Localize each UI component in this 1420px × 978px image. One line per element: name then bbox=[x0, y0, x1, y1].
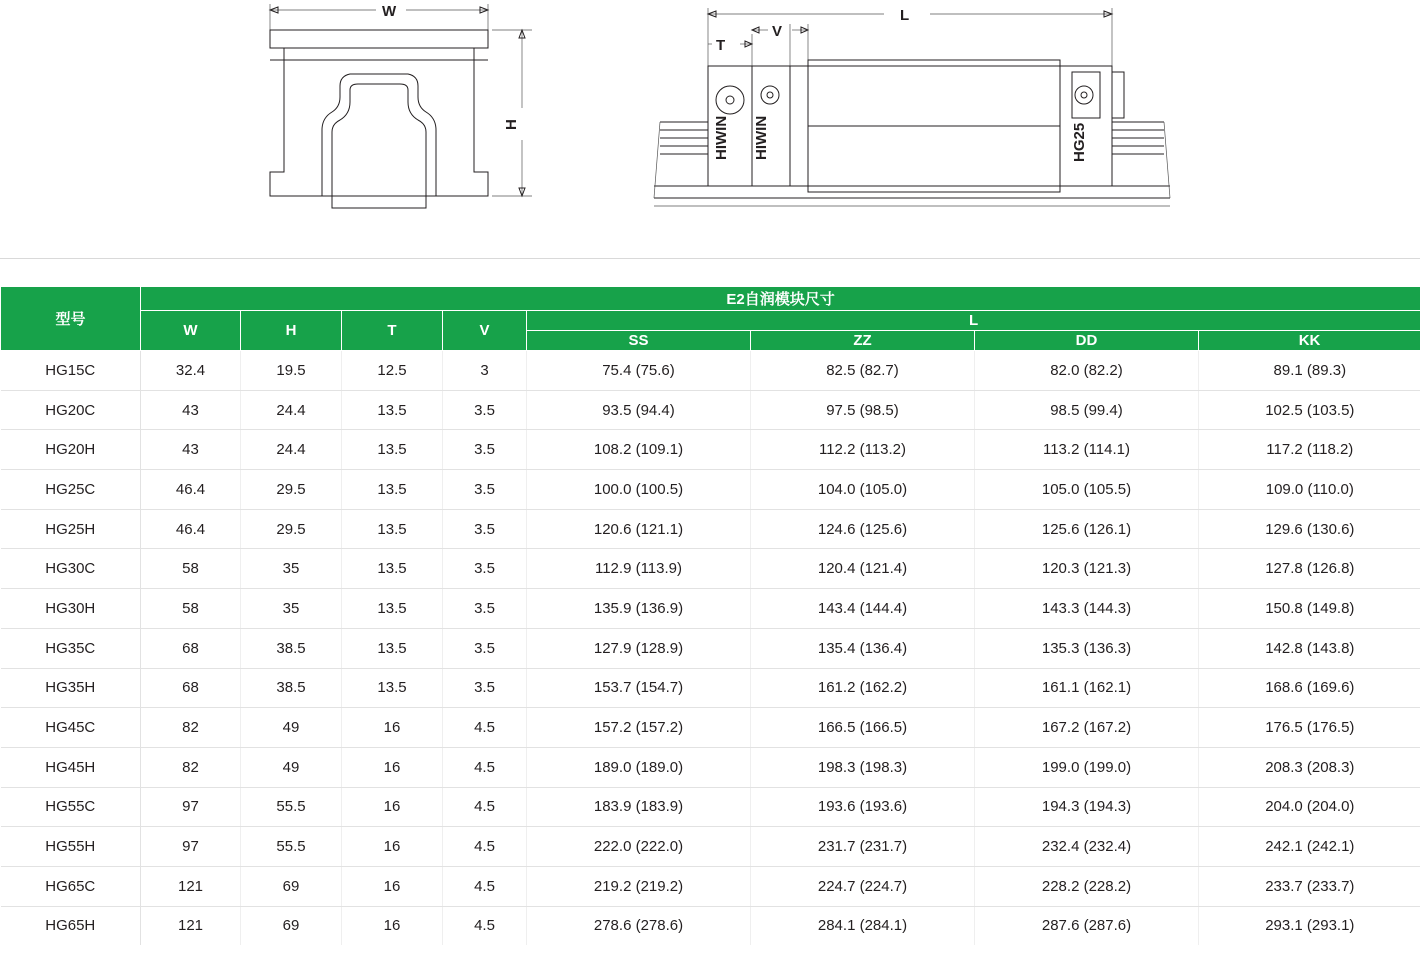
cell-model: HG45C bbox=[1, 708, 141, 748]
cell-kk: 150.8 (149.8) bbox=[1199, 589, 1420, 629]
table-body bbox=[1, 351, 1420, 946]
cell-t: 16 bbox=[342, 708, 443, 748]
brand-label-2: HIWIN bbox=[753, 115, 770, 160]
cell-zz: 193.6 (193.6) bbox=[751, 787, 975, 827]
drawing-area bbox=[0, 0, 1420, 258]
cell-dd: 228.2 (228.2) bbox=[975, 866, 1199, 906]
cell-ss: 189.0 (189.0) bbox=[527, 747, 751, 787]
cell-zz: 104.0 (105.0) bbox=[751, 470, 975, 510]
cell-v: 3.5 bbox=[443, 628, 527, 668]
cell-v: 3 bbox=[443, 351, 527, 391]
cell-dd: 161.1 (162.1) bbox=[975, 668, 1199, 708]
cell-model: HG35H bbox=[1, 668, 141, 708]
cell-v: 3.5 bbox=[443, 509, 527, 549]
cell-dd: 120.3 (121.3) bbox=[975, 549, 1199, 589]
table-row bbox=[1, 390, 1420, 430]
cell-kk: 168.6 (169.6) bbox=[1199, 668, 1420, 708]
cell-t: 13.5 bbox=[342, 430, 443, 470]
cell-ss: 127.9 (128.9) bbox=[527, 628, 751, 668]
cell-model: HG45H bbox=[1, 747, 141, 787]
cell-t: 13.5 bbox=[342, 628, 443, 668]
cell-w: 32.4 bbox=[141, 351, 241, 391]
table-head-row-2 bbox=[1, 311, 1420, 331]
cell-h: 49 bbox=[241, 747, 342, 787]
cell-h: 29.5 bbox=[241, 509, 342, 549]
cell-ss: 183.9 (183.9) bbox=[527, 787, 751, 827]
cell-h: 29.5 bbox=[241, 470, 342, 510]
cell-model: HG20H bbox=[1, 430, 141, 470]
cell-ss: 75.4 (75.6) bbox=[527, 351, 751, 391]
cell-dd: 232.4 (232.4) bbox=[975, 827, 1199, 867]
cell-w: 82 bbox=[141, 747, 241, 787]
cell-zz: 120.4 (121.4) bbox=[751, 549, 975, 589]
th-t: T bbox=[342, 311, 443, 351]
cell-w: 46.4 bbox=[141, 470, 241, 510]
th-zz: ZZ bbox=[751, 331, 975, 351]
cell-v: 4.5 bbox=[443, 787, 527, 827]
cell-t: 13.5 bbox=[342, 668, 443, 708]
cell-model: HG55H bbox=[1, 827, 141, 867]
cell-h: 19.5 bbox=[241, 351, 342, 391]
cell-w: 121 bbox=[141, 866, 241, 906]
cell-kk: 142.8 (143.8) bbox=[1199, 628, 1420, 668]
cell-w: 68 bbox=[141, 668, 241, 708]
cell-dd: 98.5 (99.4) bbox=[975, 390, 1199, 430]
cell-kk: 109.0 (110.0) bbox=[1199, 470, 1420, 510]
cell-h: 69 bbox=[241, 866, 342, 906]
cell-zz: 284.1 (284.1) bbox=[751, 906, 975, 945]
cell-model: HG15C bbox=[1, 351, 141, 391]
cell-zz: 231.7 (231.7) bbox=[751, 827, 975, 867]
th-dd: DD bbox=[975, 331, 1199, 351]
cell-ss: 112.9 (113.9) bbox=[527, 549, 751, 589]
cell-t: 13.5 bbox=[342, 549, 443, 589]
th-ss: SS bbox=[527, 331, 751, 351]
brand-label-1: HIWIN bbox=[713, 115, 730, 160]
th-w: W bbox=[141, 311, 241, 351]
cell-h: 49 bbox=[241, 708, 342, 748]
cell-w: 82 bbox=[141, 708, 241, 748]
cell-dd: 105.0 (105.5) bbox=[975, 470, 1199, 510]
th-kk: KK bbox=[1199, 331, 1420, 351]
cell-ss: 120.6 (121.1) bbox=[527, 509, 751, 549]
cell-zz: 112.2 (113.2) bbox=[751, 430, 975, 470]
front-view-drawing bbox=[236, 0, 566, 240]
table-row bbox=[1, 351, 1420, 391]
cell-v: 3.5 bbox=[443, 470, 527, 510]
cell-kk: 208.3 (208.3) bbox=[1199, 747, 1420, 787]
table-row bbox=[1, 589, 1420, 629]
cell-w: 97 bbox=[141, 827, 241, 867]
spec-table-container bbox=[0, 286, 1420, 945]
cell-ss: 157.2 (157.2) bbox=[527, 708, 751, 748]
cell-model: HG65H bbox=[1, 906, 141, 945]
cell-model: HG35C bbox=[1, 628, 141, 668]
cell-model: HG55C bbox=[1, 787, 141, 827]
cell-h: 24.4 bbox=[241, 390, 342, 430]
table-row bbox=[1, 708, 1420, 748]
cell-t: 13.5 bbox=[342, 509, 443, 549]
cell-v: 4.5 bbox=[443, 708, 527, 748]
cell-dd: 287.6 (287.6) bbox=[975, 906, 1199, 945]
cell-dd: 194.3 (194.3) bbox=[975, 787, 1199, 827]
cell-kk: 176.5 (176.5) bbox=[1199, 708, 1420, 748]
cell-zz: 198.3 (198.3) bbox=[751, 747, 975, 787]
cell-zz: 166.5 (166.5) bbox=[751, 708, 975, 748]
cell-h: 55.5 bbox=[241, 787, 342, 827]
cell-h: 35 bbox=[241, 549, 342, 589]
cell-t: 16 bbox=[342, 866, 443, 906]
cell-dd: 167.2 (167.2) bbox=[975, 708, 1199, 748]
cell-ss: 278.6 (278.6) bbox=[527, 906, 751, 945]
cell-t: 13.5 bbox=[342, 470, 443, 510]
table-row bbox=[1, 866, 1420, 906]
cell-w: 68 bbox=[141, 628, 241, 668]
th-v: V bbox=[443, 311, 527, 351]
cell-v: 3.5 bbox=[443, 668, 527, 708]
th-l: L bbox=[527, 311, 1420, 331]
cell-w: 97 bbox=[141, 787, 241, 827]
cell-dd: 135.3 (136.3) bbox=[975, 628, 1199, 668]
cell-ss: 135.9 (136.9) bbox=[527, 589, 751, 629]
table-row bbox=[1, 549, 1420, 589]
cell-zz: 82.5 (82.7) bbox=[751, 351, 975, 391]
cell-zz: 135.4 (136.4) bbox=[751, 628, 975, 668]
cell-kk: 117.2 (118.2) bbox=[1199, 430, 1420, 470]
label-l: L bbox=[900, 7, 910, 24]
divider bbox=[0, 258, 1420, 259]
table-row bbox=[1, 747, 1420, 787]
cell-v: 3.5 bbox=[443, 549, 527, 589]
cell-zz: 97.5 (98.5) bbox=[751, 390, 975, 430]
cell-kk: 102.5 (103.5) bbox=[1199, 390, 1420, 430]
cell-model: HG25H bbox=[1, 509, 141, 549]
cell-h: 38.5 bbox=[241, 628, 342, 668]
table-row bbox=[1, 787, 1420, 827]
cell-ss: 93.5 (94.4) bbox=[527, 390, 751, 430]
cell-dd: 143.3 (144.3) bbox=[975, 589, 1199, 629]
cell-t: 16 bbox=[342, 906, 443, 945]
cell-w: 58 bbox=[141, 549, 241, 589]
table-row bbox=[1, 628, 1420, 668]
table-row bbox=[1, 430, 1420, 470]
cell-v: 4.5 bbox=[443, 906, 527, 945]
cell-model: HG25C bbox=[1, 470, 141, 510]
cell-v: 3.5 bbox=[443, 390, 527, 430]
cell-w: 46.4 bbox=[141, 509, 241, 549]
cell-w: 43 bbox=[141, 390, 241, 430]
cell-ss: 100.0 (100.5) bbox=[527, 470, 751, 510]
cell-h: 55.5 bbox=[241, 827, 342, 867]
table-row bbox=[1, 906, 1420, 945]
cell-h: 69 bbox=[241, 906, 342, 945]
cell-dd: 113.2 (114.1) bbox=[975, 430, 1199, 470]
cell-ss: 108.2 (109.1) bbox=[527, 430, 751, 470]
cell-w: 43 bbox=[141, 430, 241, 470]
spec-table bbox=[0, 286, 1420, 945]
cell-kk: 129.6 (130.6) bbox=[1199, 509, 1420, 549]
cell-t: 16 bbox=[342, 827, 443, 867]
table-row bbox=[1, 509, 1420, 549]
cell-model: HG65C bbox=[1, 866, 141, 906]
th-group: E2自润模块尺寸 bbox=[141, 287, 1420, 311]
cell-dd: 125.6 (126.1) bbox=[975, 509, 1199, 549]
cell-t: 13.5 bbox=[342, 390, 443, 430]
cell-zz: 124.6 (125.6) bbox=[751, 509, 975, 549]
cell-h: 24.4 bbox=[241, 430, 342, 470]
cell-zz: 143.4 (144.4) bbox=[751, 589, 975, 629]
cell-kk: 242.1 (242.1) bbox=[1199, 827, 1420, 867]
cell-ss: 222.0 (222.0) bbox=[527, 827, 751, 867]
cell-v: 4.5 bbox=[443, 747, 527, 787]
cell-kk: 293.1 (293.1) bbox=[1199, 906, 1420, 945]
cell-t: 12.5 bbox=[342, 351, 443, 391]
cell-w: 121 bbox=[141, 906, 241, 945]
label-t: T bbox=[716, 37, 726, 54]
cell-kk: 204.0 (204.0) bbox=[1199, 787, 1420, 827]
table-head bbox=[1, 287, 1420, 351]
cell-dd: 82.0 (82.2) bbox=[975, 351, 1199, 391]
cell-zz: 224.7 (224.7) bbox=[751, 866, 975, 906]
table-row bbox=[1, 668, 1420, 708]
cell-v: 4.5 bbox=[443, 866, 527, 906]
cell-w: 58 bbox=[141, 589, 241, 629]
cell-zz: 161.2 (162.2) bbox=[751, 668, 975, 708]
th-h: H bbox=[241, 311, 342, 351]
table-head-row-1 bbox=[1, 287, 1420, 311]
cell-t: 16 bbox=[342, 747, 443, 787]
cell-model: HG30C bbox=[1, 549, 141, 589]
label-v: V bbox=[772, 23, 783, 40]
cell-h: 38.5 bbox=[241, 668, 342, 708]
cell-model: HG30H bbox=[1, 589, 141, 629]
cell-kk: 127.8 (126.8) bbox=[1199, 549, 1420, 589]
cell-dd: 199.0 (199.0) bbox=[975, 747, 1199, 787]
cell-ss: 153.7 (154.7) bbox=[527, 668, 751, 708]
cell-h: 35 bbox=[241, 589, 342, 629]
table-row bbox=[1, 827, 1420, 867]
cell-kk: 233.7 (233.7) bbox=[1199, 866, 1420, 906]
label-w: W bbox=[382, 3, 397, 20]
model-label: HG25 bbox=[1071, 122, 1088, 162]
cell-v: 4.5 bbox=[443, 827, 527, 867]
cell-kk: 89.1 (89.3) bbox=[1199, 351, 1420, 391]
cell-v: 3.5 bbox=[443, 430, 527, 470]
side-view-drawing bbox=[640, 0, 1180, 240]
cell-ss: 219.2 (219.2) bbox=[527, 866, 751, 906]
cell-t: 16 bbox=[342, 787, 443, 827]
cell-v: 3.5 bbox=[443, 589, 527, 629]
cell-model: HG20C bbox=[1, 390, 141, 430]
table-row bbox=[1, 470, 1420, 510]
th-model: 型号 bbox=[1, 287, 141, 351]
cell-t: 13.5 bbox=[342, 589, 443, 629]
label-h: H bbox=[503, 119, 520, 130]
